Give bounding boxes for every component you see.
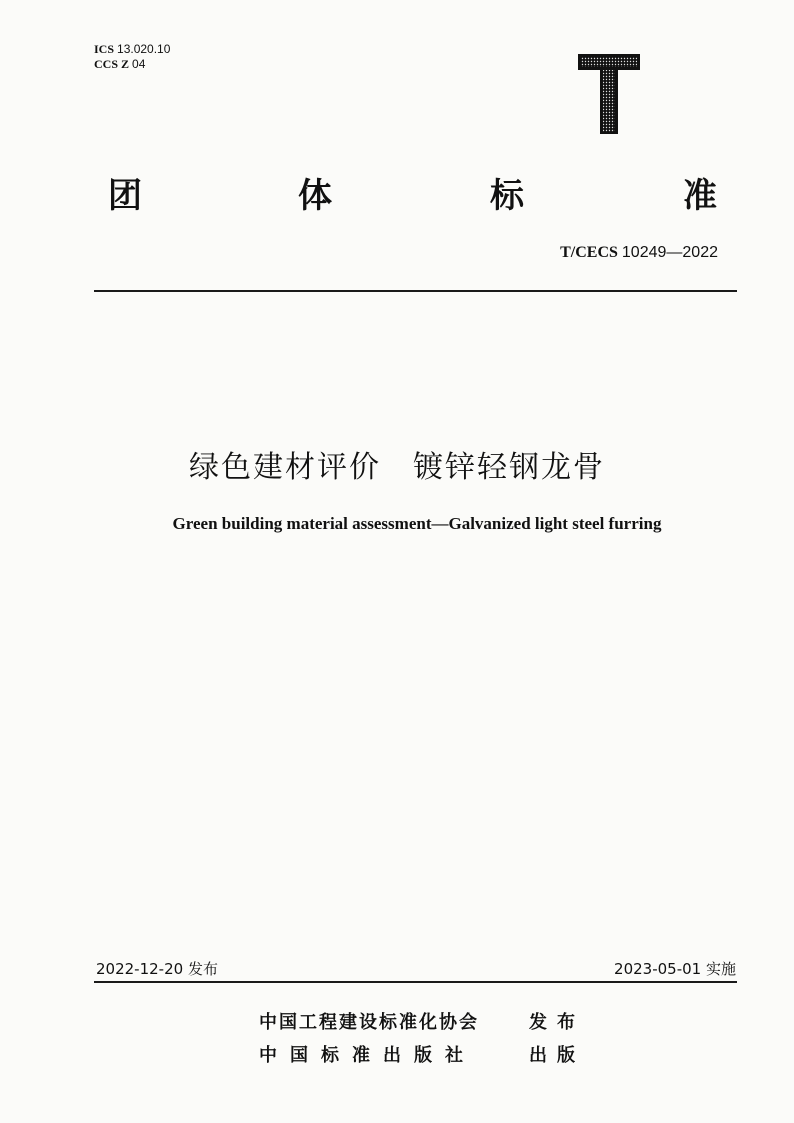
standard-type-t-logo: [578, 54, 640, 134]
heading-char-1: 团: [108, 176, 142, 216]
ics-code: 13.020.10: [117, 42, 171, 56]
ics-line: [94, 42, 170, 57]
classification-codes: [94, 42, 170, 72]
publisher-block: [259, 1006, 589, 1072]
standard-number-prefix: T/CECS: [560, 244, 618, 261]
publishing-house: 中国标准出版社: [259, 1045, 476, 1066]
ccs-label: CCS Z: [94, 57, 130, 71]
ccs-line: [94, 57, 170, 72]
bottom-divider: [94, 981, 737, 983]
issuing-role: 发布: [529, 1012, 585, 1033]
publish-date: 2022-12-20 发布: [96, 960, 218, 978]
effective-date: 2023-05-01 实施: [614, 960, 736, 978]
ics-label: ICS: [94, 42, 115, 56]
publishing-role: 出版: [529, 1045, 585, 1066]
standard-number-value: 10249—2022: [621, 244, 718, 261]
heading-char-4: 准: [683, 176, 717, 216]
issuing-organization: 中国工程建设标准化协会: [259, 1012, 479, 1033]
standard-type-heading: [0, 168, 794, 216]
ccs-code: 04: [132, 57, 146, 71]
standard-number: [560, 244, 718, 262]
english-title: Green building material assessment—Galvanized light steel furring: [172, 514, 662, 533]
publisher-row: [259, 1006, 589, 1039]
heading-char-3: 标: [490, 176, 524, 216]
top-divider: [94, 290, 737, 292]
heading-char-2: 体: [298, 176, 332, 216]
publisher-row: [259, 1039, 589, 1072]
chinese-title: 绿色建材评价 镀锌轻钢龙骨: [189, 450, 605, 485]
